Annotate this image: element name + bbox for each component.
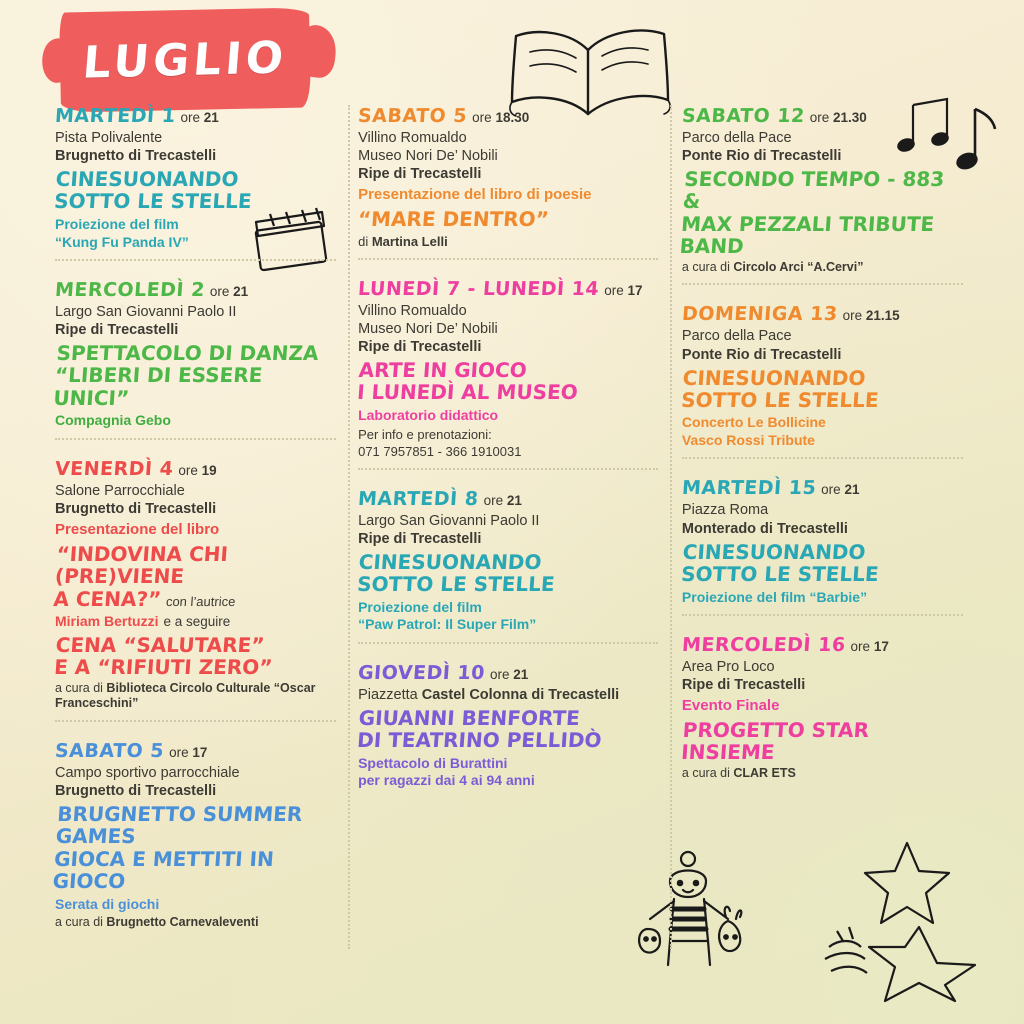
event-author: Miriam Bertuzzi e a seguire xyxy=(55,613,231,630)
divider xyxy=(55,720,336,722)
event-time: ore 21.15 xyxy=(842,308,900,324)
event-place: Piazza Roma Monterado di Trecastelli xyxy=(681,502,848,537)
divider xyxy=(55,259,336,261)
event-item xyxy=(678,105,963,293)
event-date: DOMENIGA 13 xyxy=(681,303,839,326)
event-note: a cura di CLAR ETS xyxy=(681,765,796,780)
event-contact: Per info e prenotazioni: 071 7957851 - 366 1910031 xyxy=(358,427,522,459)
divider xyxy=(682,614,963,616)
event-item xyxy=(358,662,658,798)
divider xyxy=(358,642,658,644)
event-subtitle: Proiezione del film “Kung Fu Panda IV” xyxy=(55,216,189,250)
event-subtitle: Compagnia Gebo xyxy=(55,412,171,429)
event-place: Piazzetta Castel Colonna di Trecastelli xyxy=(358,686,620,703)
column-2 xyxy=(348,105,670,949)
event-date: MARTEDÌ 1 xyxy=(54,105,177,127)
events-columns xyxy=(51,105,975,949)
column-divider xyxy=(670,105,672,949)
event-place: Area Pro Loco Ripe di Trecastelli xyxy=(681,659,806,694)
event-item xyxy=(51,740,336,939)
event-date: MERCOLEDÌ 2 xyxy=(54,279,206,302)
event-item xyxy=(52,279,336,448)
event-title: CINESUONANDO SOTTO LE STELLE xyxy=(53,167,253,214)
event-title: SECONDO TEMPO - 883 & MAX PEZZALI TRIBUTE BAND xyxy=(678,167,946,259)
event-item xyxy=(682,477,963,624)
divider xyxy=(682,457,963,459)
event-place: Campo sportivo parrocchiale Brugnetto di Trecastelli xyxy=(55,765,240,800)
event-time: ore 21 xyxy=(483,492,522,508)
divider xyxy=(358,258,658,260)
event-title: BRUGNETTO SUMMER GAMES GIOCA E METTITI IN GIOCO xyxy=(51,802,304,894)
event-place: Parco della Pace Ponte Rio di Trecastelli xyxy=(681,328,842,363)
event-place: Villino Romualdo Museo Nori De’ Nobili Ripe di Trecastelli xyxy=(358,302,498,356)
event-place: Largo San Giovanni Paolo II Ripe di Trecastelli xyxy=(358,512,540,548)
event-time: ore 18.30 xyxy=(472,110,530,125)
divider xyxy=(358,468,658,470)
event-place: Largo San Giovanni Paolo II Ripe di Trecastelli xyxy=(55,304,237,339)
month-banner xyxy=(60,10,310,110)
event-subtitle: Spettacolo di Burattini per ragazzi dai 4 ai 94 anni xyxy=(358,754,535,789)
event-place: Parco della Pace Ponte Rio di Trecastelli xyxy=(681,130,842,165)
divider xyxy=(682,283,963,285)
event-pretitle: Presentazione del libro xyxy=(55,521,220,539)
event-title-suffix: con l’autrice xyxy=(165,593,236,609)
event-date: LUNEDÌ 7 - LUNEDÌ 14 xyxy=(357,277,601,300)
event-title: SPETTACOLO DI DANZA “LIBERI DI ESSERE UNICI” xyxy=(52,341,320,411)
event-title-2: CENA “SALUTARE” E A “RIFIUTI ZERO” xyxy=(53,633,274,680)
event-place: Villino Romualdo Museo Nori De’ Nobili Ripe di Trecastelli xyxy=(358,130,498,183)
event-date: SABATO 12 xyxy=(681,105,806,127)
event-note: a cura di Biblioteca Circolo Culturale “Oscar Franceschini” xyxy=(55,680,316,711)
event-place: Pista Polivalente Brugnetto di Trecastelli xyxy=(55,130,217,165)
event-time: ore 17 xyxy=(604,282,643,298)
event-date: SABATO 5 xyxy=(357,105,468,127)
event-title: GIUANNI BENFORTE DI TEATRINO PELLIDÒ xyxy=(356,706,603,753)
event-date: GIOVEDÌ 10 xyxy=(357,661,486,684)
column-1 xyxy=(51,105,348,949)
event-pretitle: Evento Finale xyxy=(681,697,780,715)
event-pretitle: Presentazione del libro di poesie xyxy=(358,186,592,204)
event-note: a cura di Circolo Arci “A.Cervi” xyxy=(681,259,864,274)
event-date: MARTEDÌ 15 xyxy=(681,477,817,500)
event-time: ore 21 xyxy=(209,284,249,300)
event-place: Salone Parrocchiale Brugnetto di Trecastelli xyxy=(55,482,217,518)
event-title: “INDOVINA CHI (PRE)VIENE A CENA?” con l’autrice xyxy=(52,541,236,611)
event-time: ore 17 xyxy=(169,745,208,761)
event-date: MARTEDÌ 8 xyxy=(357,487,480,510)
event-time: ore 19 xyxy=(178,462,217,478)
event-title: “MARE DENTRO” xyxy=(357,207,550,232)
event-title: ARTE IN GIOCO I LUNEDÌ AL MUSEO xyxy=(356,358,579,405)
event-date: VENERDÌ 4 xyxy=(54,457,175,480)
event-title: PROGETTO STAR INSIEME xyxy=(680,718,870,765)
event-title: CINESUONANDO SOTTO LE STELLE xyxy=(680,539,880,587)
event-subtitle: Proiezione del film “Barbie” xyxy=(681,588,868,605)
event-subtitle: Serata di giochi xyxy=(55,895,160,912)
event-note: a cura di Brugnetto Carnevaleventi xyxy=(55,915,259,930)
event-item xyxy=(55,105,336,269)
event-time: ore 17 xyxy=(850,639,889,654)
month-title: LUGLIO xyxy=(80,31,290,89)
event-time: ore 21 xyxy=(489,666,529,682)
column-3 xyxy=(670,105,975,949)
event-item xyxy=(682,303,963,467)
event-time: ore 21 xyxy=(821,482,860,498)
event-item xyxy=(682,634,963,789)
event-item xyxy=(358,278,658,478)
event-note: di Martina Lelli xyxy=(358,233,448,249)
divider xyxy=(55,438,336,440)
event-subtitle: Concerto Le Bollicine Vasco Rossi Tribute xyxy=(681,414,826,448)
event-item xyxy=(358,488,658,652)
event-date: SABATO 5 xyxy=(54,740,165,763)
event-title: CINESUONANDO SOTTO LE STELLE xyxy=(680,365,880,413)
event-item xyxy=(52,457,336,730)
event-item xyxy=(358,105,658,268)
event-title: CINESUONANDO SOTTO LE STELLE xyxy=(356,550,556,597)
event-subtitle: Laboratorio didattico xyxy=(358,406,499,423)
event-subtitle: Proiezione del film “Paw Patrol: Il Super Film” xyxy=(358,598,537,633)
event-time: ore 21.30 xyxy=(809,110,867,125)
column-divider xyxy=(348,105,350,949)
event-time: ore 21 xyxy=(180,110,219,125)
event-date: MERCOLEDÌ 16 xyxy=(681,634,847,656)
